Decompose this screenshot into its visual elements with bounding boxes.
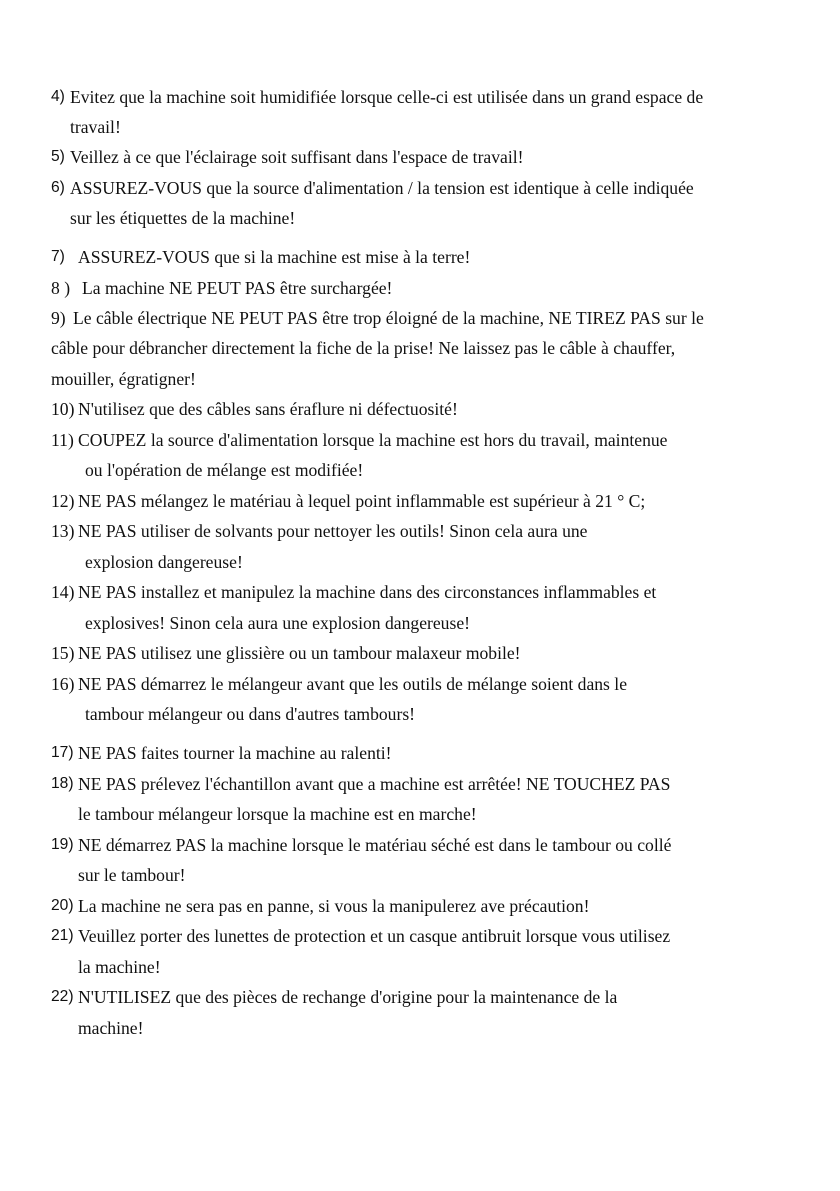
- item-text-line: ou l'opération de mélange est modifiée!: [85, 460, 364, 480]
- item-text-line: La machine NE PEUT PAS être surchargée!: [82, 278, 393, 298]
- item-text-line: câble pour débrancher directement la fiche de la prise! Ne laissez pas le câble à chauffer,: [51, 338, 676, 358]
- item-text-line: Veuillez porter des lunettes de protection et un casque antibruit lorsque vous utilisez: [78, 926, 671, 946]
- item-number: 4): [51, 88, 65, 105]
- item-text-line: NE PAS utiliser de solvants pour nettoyer les outils! Sinon cela aura une: [78, 521, 588, 541]
- item-text-line: NE PAS utilisez une glissière ou un tambour malaxeur mobile!: [78, 643, 521, 663]
- item-text-line: machine!: [78, 1018, 144, 1038]
- item-number: 15): [51, 643, 75, 663]
- item-text-line: explosion dangereuse!: [85, 552, 243, 572]
- item-number: 14): [51, 582, 75, 602]
- item-text-line: Le câble électrique NE PEUT PAS être trop éloigné de la machine, NE TIREZ PAS sur le: [73, 308, 704, 328]
- item-text-line: tambour mélangeur ou dans d'autres tambours!: [85, 704, 416, 724]
- item-number: 17): [51, 744, 74, 761]
- item-number: 13): [51, 521, 75, 541]
- item-text-line: le tambour mélangeur lorsque la machine est en marche!: [78, 804, 477, 824]
- item-text-line: mouiller, égratigner!: [51, 369, 196, 389]
- item-number: 18): [51, 775, 74, 792]
- item-text-line: NE PAS démarrez le mélangeur avant que les outils de mélange soient dans le: [78, 674, 627, 694]
- item-text-line: explosives! Sinon cela aura une explosion dangereuse!: [85, 613, 470, 633]
- item-text-line: NE PAS installez et manipulez la machine dans des circonstances inflammables et: [78, 582, 657, 602]
- item-number: 5): [51, 148, 65, 165]
- item-text-line: sur les étiquettes de la machine!: [70, 208, 296, 228]
- item-text-line: NE PAS prélevez l'échantillon avant que a machine est arrêtée! NE TOUCHEZ PAS: [78, 774, 671, 794]
- item-number: 22): [51, 988, 74, 1005]
- item-text-line: Veillez à ce que l'éclairage soit suffisant dans l'espace de travail!: [70, 147, 524, 167]
- item-number: 10): [51, 399, 75, 419]
- item-number: 9): [51, 308, 66, 328]
- item-text-line: N'utilisez que des câbles sans éraflure ni défectuosité!: [78, 399, 458, 419]
- item-text-line: NE démarrez PAS la machine lorsque le matériau séché est dans le tambour ou collé: [78, 835, 672, 855]
- item-text-line: NE PAS faites tourner la machine au ralenti!: [78, 743, 392, 763]
- item-number: 19): [51, 836, 74, 853]
- item-text-line: travail!: [70, 117, 121, 137]
- item-text-line: Evitez que la machine soit humidifiée lorsque celle-ci est utilisée dans un grand espace de: [70, 87, 704, 107]
- item-number: 8 ): [51, 278, 71, 298]
- item-number: 7): [51, 248, 65, 265]
- item-number: 11): [51, 430, 74, 450]
- item-number: 6): [51, 179, 65, 196]
- item-number: 16): [51, 674, 75, 694]
- item-number: 20): [51, 897, 74, 914]
- item-text-line: la machine!: [78, 957, 161, 977]
- item-number: 12): [51, 491, 75, 511]
- item-text-line: ASSUREZ-VOUS que si la machine est mise à la terre!: [78, 247, 471, 267]
- item-text-line: COUPEZ la source d'alimentation lorsque la machine est hors du travail, maintenue: [78, 430, 668, 450]
- item-text-line: NE PAS mélangez le matériau à lequel point inflammable est supérieur à 21 ° C;: [78, 491, 646, 511]
- item-text-line: N'UTILISEZ que des pièces de rechange d'origine pour la maintenance de la: [78, 987, 618, 1007]
- item-text-line: sur le tambour!: [78, 865, 186, 885]
- item-number: 21): [51, 927, 74, 944]
- item-text-line: ASSUREZ-VOUS que la source d'alimentation / la tension est identique à celle indiquée: [70, 178, 694, 198]
- item-text-line: La machine ne sera pas en panne, si vous la manipulerez ave précaution!: [78, 896, 590, 916]
